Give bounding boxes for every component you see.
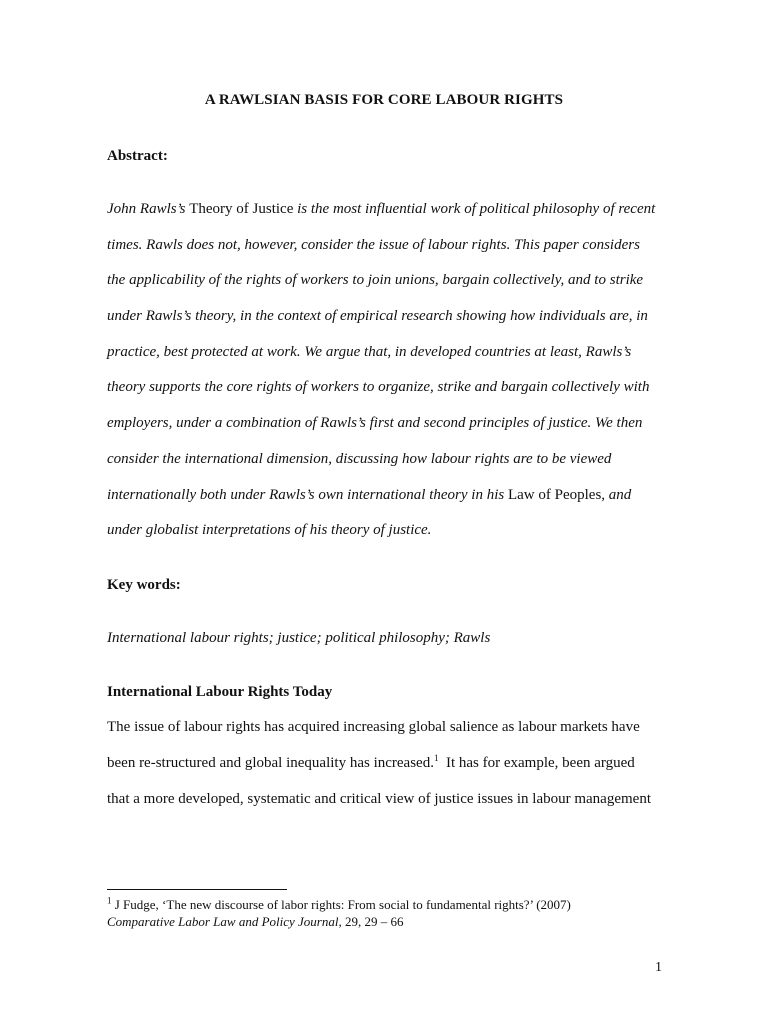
footnote-reference: 1: [433, 753, 439, 763]
abstract-line-5: practice, best protected at work. We argue that, in developed countries at least, Rawls’s: [107, 344, 632, 360]
book-title-theory-of-justice: Theory of Justice: [189, 201, 294, 217]
abstract-line-2: times. Rawls does not, however, consider the issue of labour rights. This paper considers: [107, 237, 640, 253]
book-title-law-of-peoples: Law of Peoples: [507, 487, 602, 503]
abstract-line-1: John Rawls’s Theory of Justice is the most influential work of political philosophy of recent: [107, 201, 656, 217]
section-line-1: The issue of labour rights has acquired increasing global salience as labour markets have: [107, 719, 640, 735]
abstract-line-9: internationally both under Rawls’s own international theory in his Law of Peoples, and: [107, 487, 632, 503]
footnote-separator: [107, 889, 287, 890]
keywords-heading: Key words:: [107, 577, 181, 593]
journal-title: Comparative Labor Law and Policy Journal: [107, 914, 339, 929]
abstract-line-6: theory supports the core rights of workers to organize, strike and bargain collectively with: [107, 379, 650, 395]
section-heading: International Labour Rights Today: [107, 684, 333, 700]
footnote-line-1: $^1$ J Fudge, ‘The new discourse of labor rights: From social to fundamental rights?’ (2007): [107, 895, 571, 912]
footnote-line-2: Comparative Labor Law and Policy Journal, 29, 29 – 66: [107, 914, 404, 929]
abstract-heading: Abstract:: [107, 148, 168, 164]
page-number: 1: [655, 960, 662, 975]
paper-title: A RAWLSIAN BASIS FOR CORE LABOUR RIGHTS: [204, 92, 564, 108]
footnote-marker: 1: [107, 895, 112, 906]
abstract-line-10: under globalist interpretations of his theory of justice.: [107, 522, 432, 538]
abstract-line-4: under Rawls’s theory, in the context of empirical research showing how individuals are, in: [107, 308, 648, 324]
abstract-line-8: consider the international dimension, discussing how labour rights are to be viewed: [107, 451, 612, 467]
abstract-line-3: the applicability of the rights of workers to join unions, bargain collectively, and to strike: [107, 272, 644, 288]
keywords-text: International labour rights; justice; political philosophy; Rawls: [107, 630, 491, 646]
abstract-line-7: employers, under a combination of Rawls’s first and second principles of justice. We then: [107, 415, 643, 431]
section-line-2: been re-structured and global inequality has increased.$^1$ It has for example, been argued: [107, 753, 635, 771]
section-line-3: that a more developed, systematic and critical view of justice issues in labour management: [107, 791, 651, 807]
